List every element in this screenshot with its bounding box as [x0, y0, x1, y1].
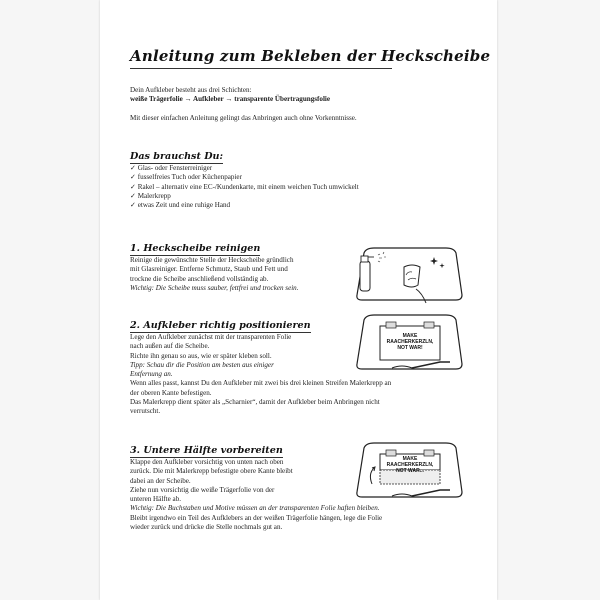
needs-list: [130, 164, 359, 210]
step1-heading-text: 1. Heckscheibe reinigen: [130, 243, 261, 254]
document-page: [100, 0, 497, 600]
step3-body: [130, 458, 382, 532]
step3-tip: Wichtig: Die Buchstaben und Motive müssen an der transparenten Folie haften bleiben.: [130, 504, 380, 513]
step1-body: [130, 256, 299, 293]
step3-heading-text: 3. Untere Hälfte vorbereiten: [130, 445, 283, 456]
step3-line: Ziehe nun vorsichtig die weiße Trägerfolie von der: [130, 485, 275, 494]
step2-line: Lege den Aufkleber zunächst mit der transparenten Folie: [130, 333, 292, 341]
step3-line: dabei an der Scheibe.: [130, 476, 191, 485]
rear-window-cleaning-illustration: [352, 245, 467, 305]
sticker-text: NOT WAR...: [396, 468, 424, 474]
step2-heading-text: 2. Aufkleber richtig positionieren: [130, 320, 311, 331]
step3-line: zurück. Die mit Malerkrepp befestigte obere Kante bleibt: [130, 467, 293, 476]
step3-line: wieder zurück und drücke die Stelle nochmals gut an.: [130, 523, 283, 532]
step1-line: Reinige die gewünschte Stelle der Heckscheibe gründlich: [130, 256, 294, 264]
page-title: Anleitung zum Bekleben der Heckscheibe: [130, 47, 491, 65]
sticker-text: MAKE: [402, 333, 418, 339]
list-item: ✓ fusselfreies Tuch oder Küchenpapier: [130, 173, 242, 182]
sticker-position-illustration: [352, 312, 467, 374]
step2-line: nach außen auf die Scheibe.: [130, 342, 210, 351]
step1-heading: [130, 243, 260, 256]
intro-line: Mit dieser einfachen Anleitung gelingt das Anbringen auch ohne Vorkenntnisse.: [130, 113, 357, 122]
step3-line: Bleibt irgendwo ein Teil des Aufklebers an der weißen Trägerfolie hängen, lege die Folie: [130, 513, 383, 522]
step1-line: mit Glasreiniger. Entferne Schmutz, Staub und Fett und: [130, 265, 288, 274]
title-underline: [130, 68, 392, 69]
sticker-text: NOT WAR!: [397, 345, 423, 351]
step2-line: Wenn alles passt, kannst Du den Aufkleber mit zwei bis drei kleinen Streifen Malerkrepp an: [130, 379, 392, 388]
needs-heading: [130, 151, 223, 164]
step2-heading: [130, 320, 311, 333]
intro-layers: weiße Trägerfolie → Aufkleber → transparente Übertragungsfolie: [130, 95, 331, 104]
needs-heading-text: Das brauchst Du:: [130, 151, 224, 162]
step2-tip: Tipp: Schau dir die Position am besten aus einiger: [130, 360, 274, 369]
step3-line: Klappe den Aufkleber vorsichtig von unten nach oben: [130, 458, 284, 466]
sticker-text: RAACHERKERZLN,: [386, 462, 434, 468]
sticker-text: MAKE: [402, 456, 418, 462]
step2-line: der oberen Kante befestigen.: [130, 388, 212, 397]
intro: [130, 86, 357, 123]
fold-back-sticker-illustration: [352, 440, 467, 502]
step2-line: Richte ihn genau so aus, wie er später kleben soll.: [130, 351, 272, 360]
step1-tip: Wichtig: Die Scheibe muss sauber, fettfrei und trocken sein.: [130, 283, 299, 292]
list-item: ✓ Rakel – alternativ eine EC-/Kundenkarte, mit einem weichen Tuch umwickelt: [130, 182, 359, 191]
step3-line: unteren Hälfte ab.: [130, 495, 182, 504]
intro-line: Dein Aufkleber besteht aus drei Schichten:: [130, 86, 252, 94]
list-item: ✓ etwas Zeit und eine ruhige Hand: [130, 201, 231, 210]
sticker-text: RAACHERKERZLN,: [386, 339, 434, 345]
step1-line: trockne die Scheibe anschließend vollständig ab.: [130, 274, 269, 283]
step2-line: Das Malerkrepp dient später als „Scharnier“, damit der Aufkleber beim Anbringen nicht: [130, 398, 380, 407]
list-item: ✓ Malerkrepp: [130, 191, 171, 200]
list-item: ✓ Glas- oder Fensterreiniger: [130, 164, 213, 172]
step2-line: verrutscht.: [130, 407, 161, 416]
step3-heading: [130, 445, 283, 458]
step2-tip: Entfernung an.: [130, 370, 173, 379]
